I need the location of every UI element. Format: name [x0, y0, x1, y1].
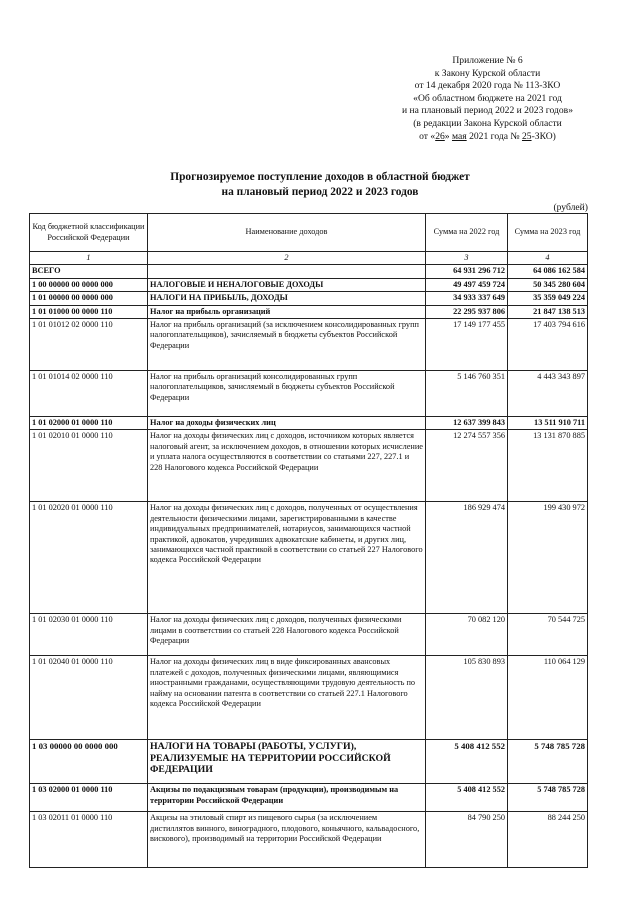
- date-day: 26: [435, 130, 445, 142]
- row-code: 1 01 01000 00 0000 110: [30, 305, 148, 318]
- table-row: [30, 502, 588, 614]
- row-name: Налог на доходы физических лиц с доходов, полученных от осуществления деятельности физическими лицами, зарегистрированными в качестве индивидуальных предпринимателей, нотариусов, занимающихся частной практикой, адвокатов, учредивших адвокатские кабинеты, и других лиц, занимающихся частной практикой в соответствии со статьей 227 Налогового кодекса Российской Федерации: [148, 502, 426, 614]
- row-2023: 64 086 162 584: [508, 265, 588, 278]
- row-name: [148, 265, 426, 278]
- row-code: 1 01 02040 01 0000 110: [30, 656, 148, 740]
- row-2023: 5 748 785 728: [508, 740, 588, 784]
- row-code: 1 01 01012 02 0000 110: [30, 319, 148, 371]
- row-code: 1 01 02000 01 0000 110: [30, 417, 148, 430]
- column-number: 2: [148, 252, 426, 265]
- date-sep2: 2021 года №: [466, 130, 522, 142]
- row-2023: 13 131 870 885: [508, 430, 588, 502]
- row-2022: 105 830 893: [426, 656, 508, 740]
- row-code: 1 00 00000 00 0000 000: [30, 278, 148, 291]
- header-line: «Об областном бюджете на 2021 год: [413, 92, 562, 104]
- row-2022: 5 146 760 351: [426, 371, 508, 417]
- row-2022: 5 408 412 552: [426, 784, 508, 812]
- date-prefix: от «: [419, 130, 436, 142]
- title-line: на плановый период 2022 и 2023 годов: [221, 185, 419, 198]
- row-name: НАЛОГОВЫЕ И НЕНАЛОГОВЫЕ ДОХОДЫ: [148, 278, 426, 291]
- document-title: [0, 170, 640, 199]
- row-2022: 12 637 399 843: [426, 417, 508, 430]
- table-row: [30, 371, 588, 417]
- currency-unit: (рублей): [553, 202, 588, 213]
- row-name: НАЛОГИ НА ПРИБЫЛЬ, ДОХОДЫ: [148, 292, 426, 305]
- row-2023: 17 403 794 616: [508, 319, 588, 371]
- row-2022: 5 408 412 552: [426, 740, 508, 784]
- table-row: [30, 430, 588, 502]
- row-2023: 50 345 280 604: [508, 278, 588, 291]
- row-code: 1 01 02030 01 0000 110: [30, 614, 148, 656]
- row-2023: 70 544 725: [508, 614, 588, 656]
- header-line-date: [380, 131, 595, 144]
- row-2022: 70 082 120: [426, 614, 508, 656]
- row-code: 1 03 02000 01 0000 110: [30, 784, 148, 812]
- row-2022: 64 931 296 712: [426, 265, 508, 278]
- row-code: ВСЕГО: [30, 265, 148, 278]
- row-2023: 199 430 972: [508, 502, 588, 614]
- header-name: Наименование доходов: [148, 214, 426, 252]
- header-2023: Сумма на 2023 год: [508, 214, 588, 252]
- row-2023: 13 511 910 711: [508, 417, 588, 430]
- row-2022: 34 933 337 649: [426, 292, 508, 305]
- table-row: [30, 319, 588, 371]
- row-code: 1 01 02010 01 0000 110: [30, 430, 148, 502]
- row-name: Налог на прибыль организаций консолидированных групп налогоплательщиков, зачисляемый в бюджеты субъектов Российской Федерации: [148, 371, 426, 417]
- appendix-header: [380, 55, 595, 143]
- title-line: Прогнозируемое поступление доходов в областной бюджет: [170, 171, 470, 183]
- law-suffix: -ЗКО): [531, 130, 556, 142]
- row-2023: 5 748 785 728: [508, 784, 588, 812]
- date-sep: »: [444, 130, 452, 142]
- row-name: Налог на доходы физических лиц в виде фиксированных авансовых платежей с доходов, полученных физическими лицами, являющимися иностранными гражданами, осуществляющими трудовую деятельность по найму на основании патента в соответствии со статьей 227.1 Налогового кодекса Российской Федерации: [148, 656, 426, 740]
- row-name: Налог на доходы физических лиц с доходов, источником которых является налоговый агент, за исключением доходов, в отношении которых исчисление и уплата налога осуществляются в соответствии со статьями 227, 227.1 и 228 Налогового кодекса Российской Федерации: [148, 430, 426, 502]
- row-code: 1 03 02011 01 0000 110: [30, 812, 148, 868]
- header-line: от 14 декабря 2020 года № 113-ЗКО: [414, 80, 561, 92]
- row-2022: 12 274 557 356: [426, 430, 508, 502]
- row-name: Налог на прибыль организаций (за исключением консолидированных групп налогоплательщиков), зачисляемый в бюджеты субъектов Российской Федерации: [148, 319, 426, 371]
- header-line: Приложение № 6: [452, 55, 523, 66]
- revenue-table: [29, 213, 588, 868]
- date-month: мая: [451, 130, 467, 142]
- row-code: 1 01 01014 02 0000 110: [30, 371, 148, 417]
- row-2023: 35 359 049 224: [508, 292, 588, 305]
- row-name: Акцизы на этиловый спирт из пищевого сырья (за исключением дистиллятов винного, виноградного, плодового, коньячного, кальвадосного, вискового), производимый на территории Российской Федерации: [148, 812, 426, 868]
- row-2022: 186 929 474: [426, 502, 508, 614]
- row-name: НАЛОГИ НА ТОВАРЫ (РАБОТЫ, УСЛУГИ), РЕАЛИЗУЕМЫЕ НА ТЕРРИТОРИИ РОССИЙСКОЙ ФЕДЕРАЦИИ: [148, 740, 426, 784]
- row-code: 1 03 00000 00 0000 000: [30, 740, 148, 784]
- header-2022: Сумма на 2022 год: [426, 214, 508, 252]
- table-row: [30, 614, 588, 656]
- row-2022: 17 149 177 455: [426, 319, 508, 371]
- column-number: 1: [30, 252, 148, 265]
- row-name: Акцизы по подакцизным товарам (продукции), производимым на территории Российской Федерации: [148, 784, 426, 812]
- header-code: Код бюджетной классификации Российской Федерации: [30, 214, 148, 252]
- column-number: 4: [508, 252, 588, 265]
- law-number: 25: [521, 130, 532, 142]
- table-row: [30, 740, 588, 784]
- table-row: [30, 292, 588, 305]
- row-code: 1 01 02020 01 0000 110: [30, 502, 148, 614]
- row-name: Налог на доходы физических лиц: [148, 417, 426, 430]
- header-line: к Закону Курской области: [434, 67, 541, 79]
- row-2022: 22 295 937 806: [426, 305, 508, 318]
- row-2023: 21 847 138 513: [508, 305, 588, 318]
- column-number: 3: [426, 252, 508, 265]
- table-row: [30, 812, 588, 868]
- row-code: 1 01 00000 00 0000 000: [30, 292, 148, 305]
- table-row: [30, 265, 588, 278]
- header-line: и на плановый период 2022 и 2023 годов»: [402, 105, 573, 117]
- table-row: [30, 278, 588, 291]
- table-row: [30, 656, 588, 740]
- row-2023: 110 064 129: [508, 656, 588, 740]
- table-row: [30, 784, 588, 812]
- row-2022: 84 790 250: [426, 812, 508, 868]
- header-line: (в редакции Закона Курской области: [413, 117, 562, 129]
- row-name: Налог на доходы физических лиц с доходов, полученных физическими лицами в соответствии со статьей 228 Налогового кодекса Российской Федерации: [148, 614, 426, 656]
- row-2022: 49 497 459 724: [426, 278, 508, 291]
- table-row: [30, 305, 588, 318]
- row-name: Налог на прибыль организаций: [148, 305, 426, 318]
- row-2023: 4 443 343 897: [508, 371, 588, 417]
- row-2023: 88 244 250: [508, 812, 588, 868]
- table-row: [30, 417, 588, 430]
